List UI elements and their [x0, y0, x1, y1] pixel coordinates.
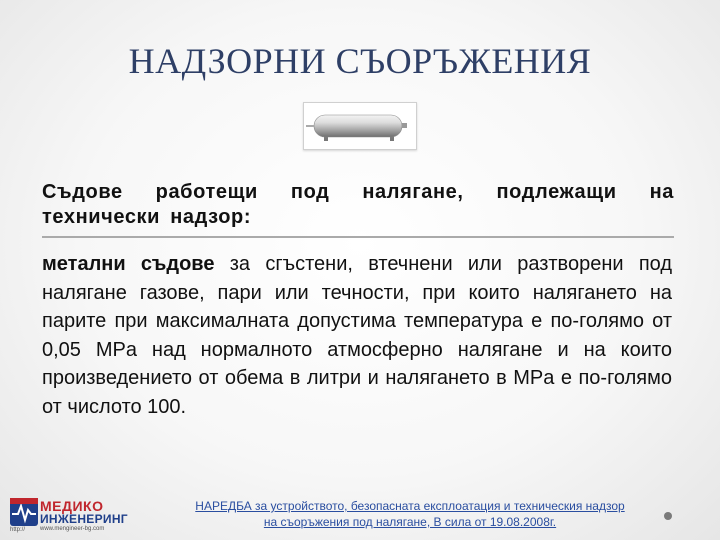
- regulation-link[interactable]: [150, 498, 670, 530]
- body-paragraph: [42, 250, 672, 421]
- bullet-dot: [664, 512, 672, 520]
- divider: [42, 236, 674, 238]
- slide-subtitle: Съдове работещи под налягане, подлежащи на технически надзор:: [42, 181, 674, 228]
- logo-url-prefix: http://: [10, 527, 26, 533]
- logo-icon: [10, 498, 38, 526]
- logo-url: www.mengineer-bg.com: [40, 526, 105, 532]
- logo-name-line1: МЕДИКО: [40, 498, 104, 514]
- regulation-link-line2[interactable]: на съоръжения под налягане, В сила от 19.08.2008г.: [263, 515, 557, 529]
- body-text: за сгъстени, втечнени или разтворени под налягане газове, пари или течности, при които налягането на парите при максималната допустима температура е по-голямо от 0,05 MPa над нормалното атмосферно налягане и на които произведението от обема в литри и налягането в MPa е по-голямо от числото 100.: [42, 253, 672, 418]
- logo-name-line2: ИНЖЕНЕРИНГ: [40, 512, 128, 526]
- slide-title: НАДЗОРНИ СЪОРЪЖЕНИЯ: [128, 41, 592, 81]
- pressure-vessel-image: [303, 102, 417, 150]
- company-logo: [10, 498, 136, 536]
- body-bold-term: метални съдове: [42, 253, 215, 275]
- regulation-link-line1[interactable]: НАРЕДБА за устройството, безопасната експлоатация и техническия надзор: [195, 499, 625, 513]
